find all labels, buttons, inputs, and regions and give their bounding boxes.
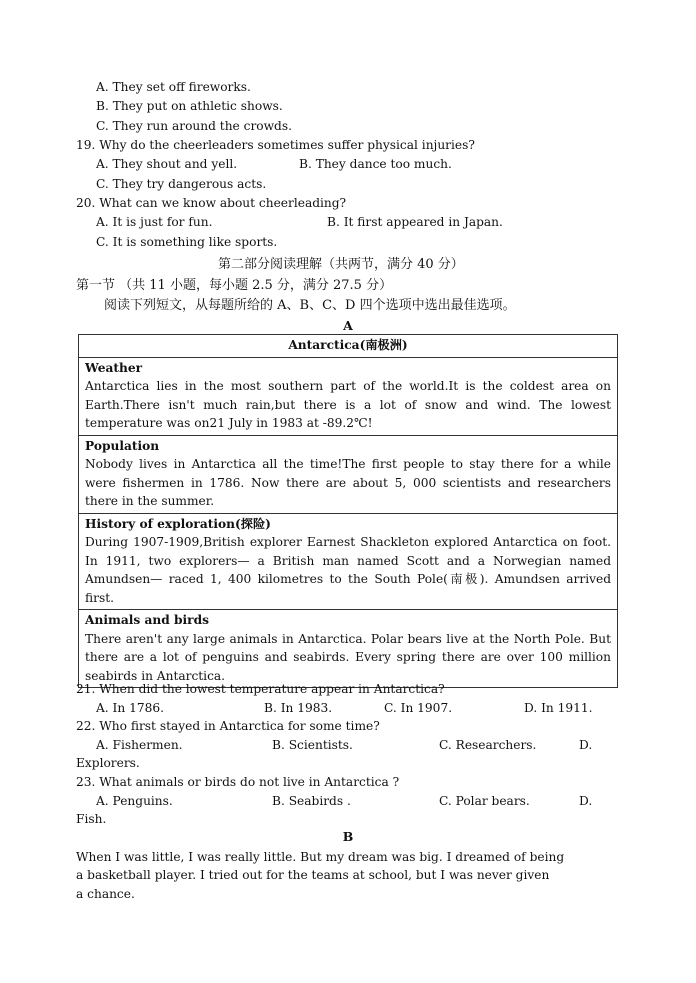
q23-stem: 23. What animals or birds do not live in Antarctica ? — [76, 775, 400, 789]
history-heading: History of exploration(探险) — [85, 516, 271, 531]
q21-option-a: A. In 1786. — [96, 701, 164, 715]
reading-instruction: 阅读下列短文，从每题所给的 A、B、C、D 四个选项中选出最佳选项。 — [104, 298, 516, 313]
q22-option-c: C. Researchers. — [439, 738, 537, 752]
q20-option-b: B. It first appeared in Japan. — [327, 215, 503, 229]
q21-option-c: C. In 1907. — [384, 701, 453, 715]
weather-heading: Weather — [85, 360, 143, 375]
passage-b-line-2: a basketball player. I tried out for the teams at school, but I was never given — [76, 868, 550, 882]
q19-option-b: B. They dance too much. — [299, 157, 452, 171]
q20-option-a: A. It is just for fun. — [96, 215, 213, 229]
q23-option-d-text: Fish. — [76, 812, 107, 826]
population-cell — [79, 435, 618, 513]
q22-option-b: B. Scientists. — [272, 738, 353, 752]
q20-stem: 20. What can we know about cheerleading? — [76, 196, 347, 210]
passage-b-label: B — [342, 829, 354, 844]
passage-b-line-3: a chance. — [76, 887, 135, 901]
q18-option-b: B. They put on athletic shows. — [96, 99, 283, 113]
passage-a-label: A — [343, 318, 353, 333]
weather-cell — [79, 357, 618, 435]
q21-option-b: B. In 1983. — [264, 701, 333, 715]
q22-option-a: A. Fishermen. — [96, 738, 183, 752]
q19-option-c: C. They try dangerous acts. — [96, 177, 267, 191]
q19-stem: 19. Why do the cheerleaders sometimes suffer physical injuries? — [76, 138, 475, 152]
q22-stem: 22. Who first stayed in Antarctica for some time? — [76, 719, 380, 733]
animals-heading: Animals and birds — [85, 613, 209, 627]
population-heading: Population — [85, 438, 160, 453]
history-text: During 1907-1909,British explorer Earnest Shackleton explored Antarctica on foot. In 1911, two explorers— a British man named Scott and a Norwegian named Amundsen— raced 1, 400 kilometres to the South Pole(南极). Amundsen arrived first. — [85, 535, 611, 605]
q23-option-a: A. Penguins. — [96, 794, 173, 808]
q18-option-a: A. They set off fireworks. — [96, 80, 251, 94]
q22-option-d: D. — [579, 738, 593, 752]
q23-option-c: C. Polar bears. — [439, 794, 530, 808]
part2-title: 第二部分阅读理解（共两节，满分 40 分） — [218, 257, 464, 272]
q21-option-d: D. In 1911. — [524, 701, 593, 715]
history-cell — [79, 513, 618, 610]
population-text: Nobody lives in Antarctica all the time!The first people to stay there for a while were fishermen in 1786. Now there are about 5, 000 scientists and researchers there in the summer. — [85, 457, 611, 508]
section1-heading: 第一节 （共 11 小题，每小题 2.5 分，满分 27.5 分） — [76, 278, 393, 293]
q23-option-d: D. — [579, 794, 593, 808]
q23-option-b: B. Seabirds . — [272, 794, 351, 808]
weather-text: Antarctica lies in the most southern part of the world.It is the coldest area on Earth.There isn't much rain,but there is a lot of snow and wind. The lowest temperature was on21 July in 1983 at -89.2℃! — [85, 379, 611, 430]
q22-option-d-text: Explorers. — [76, 756, 140, 770]
q20-option-c: C. It is something like sports. — [96, 235, 278, 249]
q19-option-a: A. They shout and yell. — [96, 157, 238, 171]
animals-cell — [79, 610, 618, 688]
passage-b-line-1: When I was little, I was really little. But my dream was big. I dreamed of being — [76, 850, 565, 864]
animals-text: There aren't any large animals in Antarctica. Polar bears live at the North Pole. But there are a lot of penguins and seabirds. Every spring there are over 100 million seabirds in Antarctica. — [85, 631, 611, 683]
q21-stem: 21. When did the lowest temperature appear in Antarctica? — [76, 682, 445, 696]
q18-option-c: C. They run around the crowds. — [96, 119, 292, 133]
table-title: Antarctica(南极洲) — [79, 335, 618, 358]
antarctica-table — [78, 334, 618, 688]
